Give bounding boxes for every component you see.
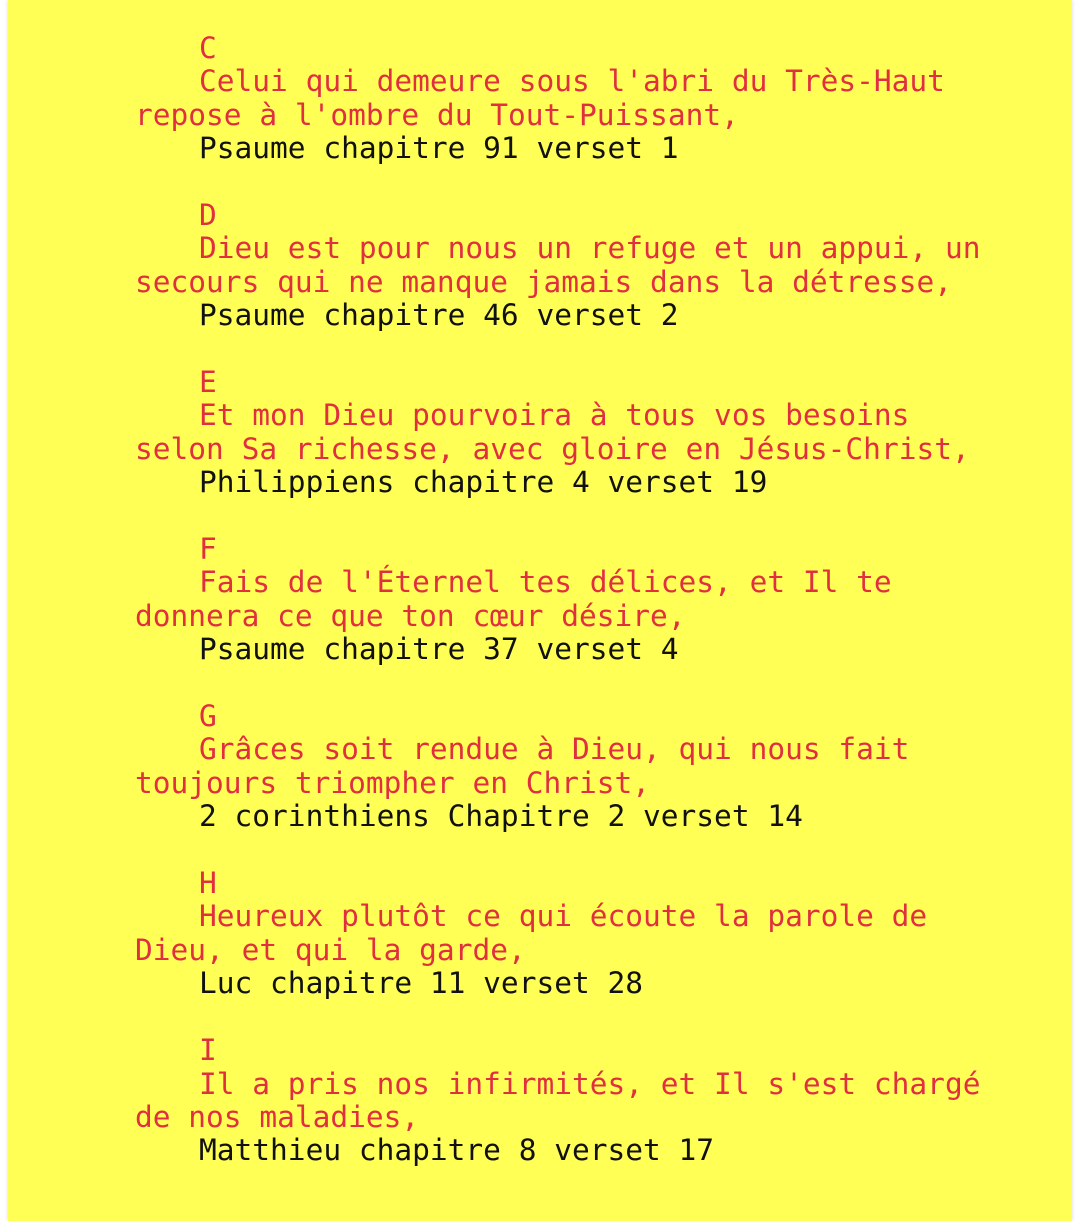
verse-line: Dieu, et qui la garde,: [135, 932, 526, 967]
verse-line: Fais de l'Éternel tes délices, et Il te: [199, 565, 892, 600]
verse-reference: Philippiens chapitre 4 verset 19: [199, 465, 768, 500]
entry-letter: F: [199, 532, 217, 567]
verse-line: donnera ce que ton cœur désire,: [135, 598, 686, 633]
verse-line: selon Sa richesse, avec gloire en Jésus-Christ,: [135, 431, 970, 466]
verse-line: Il a pris nos infirmités, et Il s'est chargé: [199, 1066, 981, 1101]
verse-reference: Psaume chapitre 46 verset 2: [199, 298, 679, 333]
verse-text: [135, 65, 1035, 132]
verse-entry-f: [135, 533, 1035, 667]
entry-letter: D: [199, 198, 217, 233]
verse-entry-d: [135, 199, 1035, 333]
verse-line: toujours triompher en Christ,: [135, 765, 651, 800]
verse-text: [135, 399, 1035, 466]
entry-letter: I: [199, 1033, 217, 1068]
verse-line: de nos maladies,: [135, 1099, 420, 1134]
verse-text: [135, 232, 1035, 299]
verse-line: secours qui ne manque jamais dans la détresse,: [135, 264, 952, 299]
verse-line: Heureux plutôt ce qui écoute la parole de: [199, 899, 928, 934]
verse-line: Grâces soit rendue à Dieu, qui nous fait: [199, 732, 910, 767]
verse-line: Dieu est pour nous un refuge et un appui, un: [199, 231, 981, 266]
verse-line: repose à l'ombre du Tout-Puissant,: [135, 97, 739, 132]
verse-reference: Psaume chapitre 37 verset 4: [199, 632, 679, 667]
verse-entry-g: [135, 700, 1035, 834]
verse-text: [135, 566, 1035, 633]
entry-letter: C: [199, 31, 217, 65]
verse-line: Celui qui demeure sous l'abri du Très-Haut: [199, 64, 945, 99]
document-page: [8, 0, 1072, 1221]
verse-entry-h: [135, 867, 1035, 1001]
verse-list: [135, 32, 1035, 1201]
verse-line: Et mon Dieu pourvoira à tous vos besoins: [199, 398, 910, 433]
verse-entry-c: [135, 32, 1035, 166]
entry-letter: E: [199, 365, 217, 400]
verse-reference: Luc chapitre 11 verset 28: [199, 966, 644, 1001]
verse-reference: 2 corinthiens Chapitre 2 verset 14: [199, 799, 803, 834]
entry-letter: G: [199, 699, 217, 734]
verse-text: [135, 1068, 1035, 1135]
verse-text: [135, 733, 1035, 800]
verse-text: [135, 900, 1035, 967]
verse-reference: Psaume chapitre 91 verset 1: [199, 131, 679, 166]
verse-reference: Matthieu chapitre 8 verset 17: [199, 1133, 715, 1168]
verse-entry-e: [135, 366, 1035, 500]
verse-entry-i: [135, 1034, 1035, 1168]
entry-letter: H: [199, 866, 217, 901]
